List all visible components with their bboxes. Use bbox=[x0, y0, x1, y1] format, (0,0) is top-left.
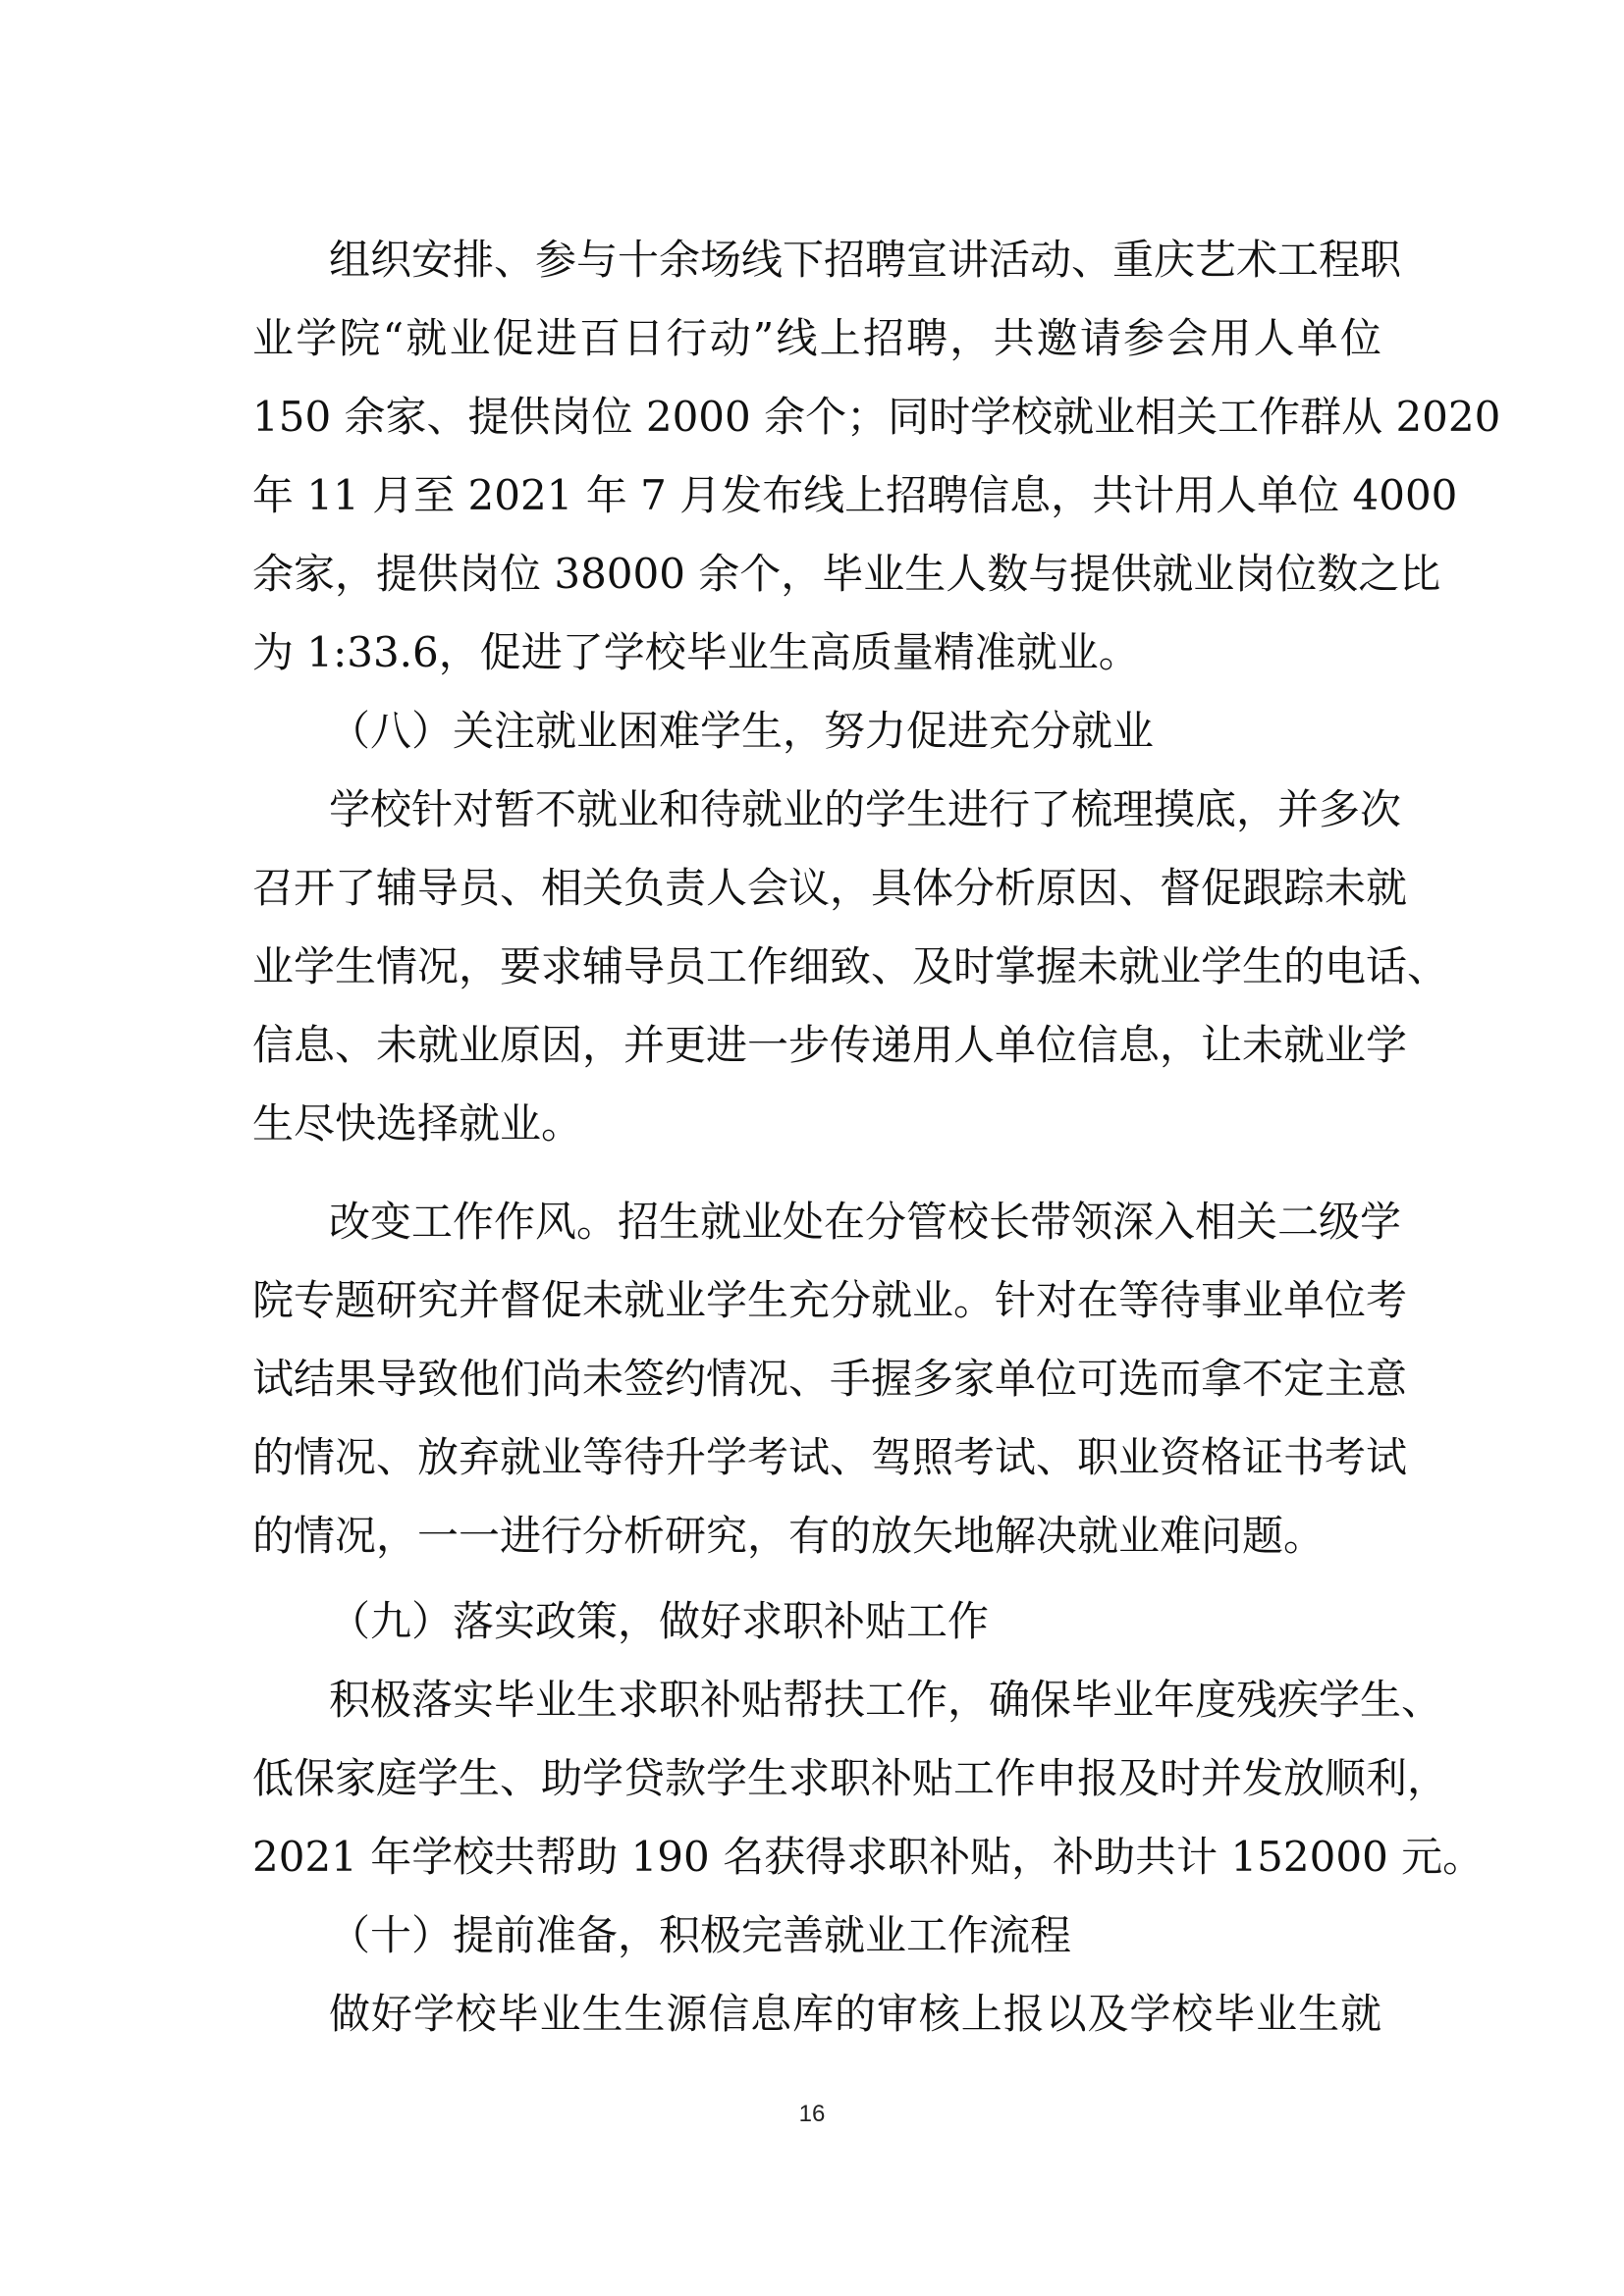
paragraph-line: 学校针对暂不就业和待就业的学生进行了梳理摸底，并多次 bbox=[329, 785, 1402, 833]
paragraph-line: 年 11 月至 2021 年 7 月发布线上招聘信息，共计用人单位 4000 bbox=[252, 471, 1458, 519]
paragraph-line: 150 余家、提供岗位 2000 余个；同时学校就业相关工作群从 2020 bbox=[252, 393, 1501, 441]
paragraph-line: 积极落实毕业生求职补贴帮扶工作，确保毕业年度残疾学生、 bbox=[329, 1676, 1443, 1724]
paragraph-line: 低保家庭学生、助学贷款学生求职补贴工作申报及时并发放顺利， bbox=[252, 1754, 1449, 1802]
paragraph-line: 组织安排、参与十余场线下招聘宣讲活动、重庆艺术工程职 bbox=[329, 236, 1402, 284]
paragraph-line: 的情况、放弃就业等待升学考试、驾照考试、职业资格证书考试 bbox=[252, 1433, 1408, 1481]
section-heading: （十）提前准备，积极完善就业工作流程 bbox=[329, 1911, 1072, 1959]
paragraph-line: 改变工作作风。招生就业处在分管校长带领深入相关二级学 bbox=[329, 1198, 1402, 1246]
paragraph-line: 试结果导致他们尚未签约情况、手握多家单位可选而拿不定主意 bbox=[252, 1355, 1408, 1403]
paragraph-line: 余家，提供岗位 38000 余个，毕业生人数与提供就业岗位数之比 bbox=[252, 550, 1441, 598]
page-number: 16 bbox=[798, 2101, 826, 2127]
paragraph-line: 业学生情况，要求辅导员工作细致、及时掌握未就业学生的电话、 bbox=[252, 942, 1449, 990]
paragraph-line: 2021 年学校共帮助 190 名获得求职补贴，补助共计 152000 元。 bbox=[252, 1833, 1485, 1881]
paragraph-line: 召开了辅导员、相关负责人会议，具体分析原因、督促跟踪未就 bbox=[252, 864, 1408, 912]
paragraph-line: 的情况，一一进行分析研究，有的放矢地解决就业难问题。 bbox=[252, 1512, 1326, 1560]
paragraph-line: 为 1:33.6，促进了学校毕业生高质量精准就业。 bbox=[252, 628, 1140, 676]
paragraph-line: 院专题研究并督促未就业学生充分就业。针对在等待事业单位考 bbox=[252, 1276, 1408, 1324]
paragraph-line: 业学院“就业促进百日行动”线上招聘，共邀请参会用人单位 bbox=[252, 314, 1381, 362]
paragraph-line: 信息、未就业原因，并更进一步传递用人单位信息，让未就业学 bbox=[252, 1021, 1408, 1069]
paragraph-line: 生尽快选择就业。 bbox=[252, 1099, 583, 1148]
section-heading: （九）落实政策，做好求职补贴工作 bbox=[329, 1597, 990, 1645]
section-heading: （八）关注就业困难学生，努力促进充分就业 bbox=[329, 707, 1155, 755]
paragraph-line: 做好学校毕业生生源信息库的审核上报以及学校毕业生就 bbox=[329, 1990, 1381, 2038]
